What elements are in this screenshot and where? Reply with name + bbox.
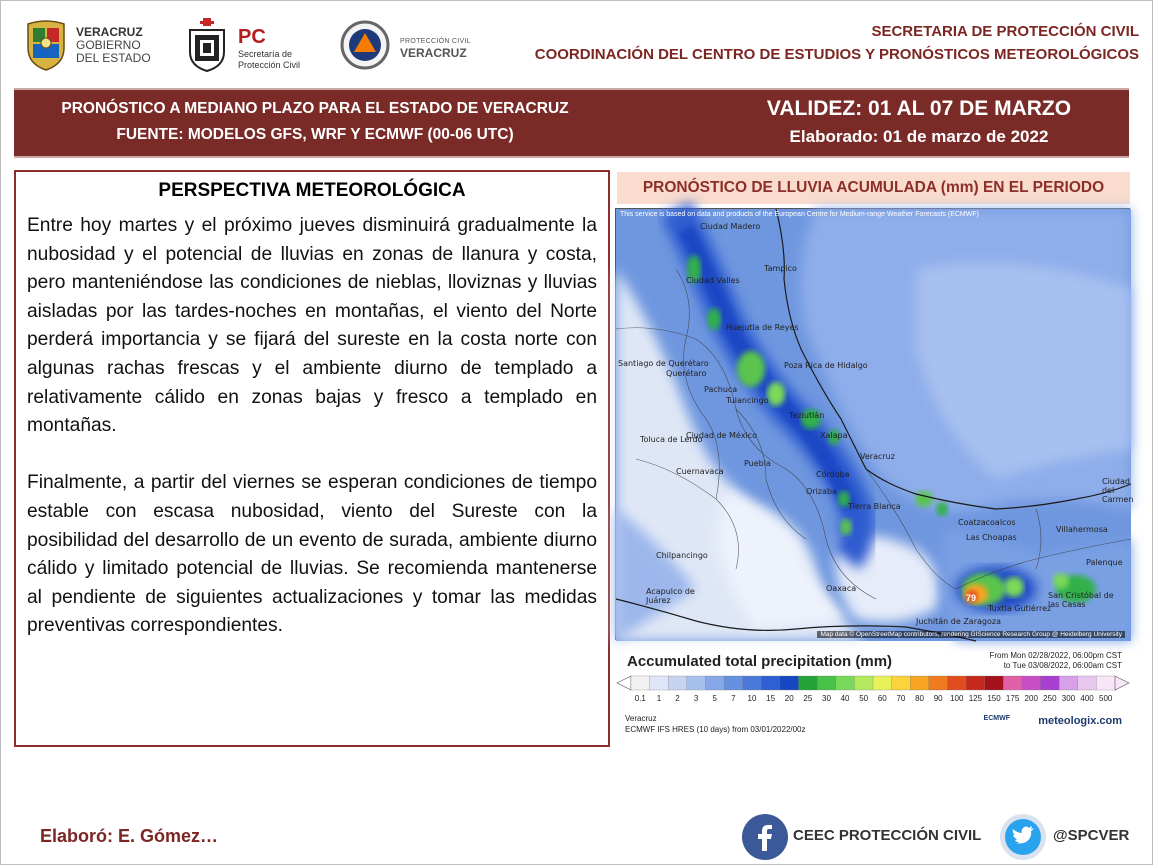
pcv-logo-line2: VERACRUZ — [400, 46, 467, 60]
legend-tick-label: 1 — [656, 694, 662, 703]
legend-tick-label: 2 — [675, 694, 680, 703]
legend-color-swatch — [1022, 676, 1041, 690]
pcv-logo-line1: PROTECCIÓN CIVIL — [400, 38, 471, 45]
legend-tick-label: 300 — [1061, 694, 1076, 703]
legend-color-swatch — [817, 676, 836, 690]
organization-heading — [535, 20, 1139, 66]
title-band — [14, 88, 1129, 158]
proteccion-civil-veracruz-logo — [340, 20, 480, 70]
city-label: Xalapa — [820, 431, 848, 440]
legend-color-swatch — [1078, 676, 1097, 690]
veracruz-government-logo — [24, 16, 164, 74]
city-label: Villahermosa — [1056, 525, 1108, 534]
meteologix-brand: meteologix.com — [1038, 715, 1122, 727]
precipitation-legend — [615, 645, 1130, 745]
validity-period: VALIDEZ: 01 AL 07 DE MARZO — [766, 97, 1072, 120]
legend-color-swatch — [892, 676, 911, 690]
legend-color-swatch — [929, 676, 948, 690]
city-label: Las Choapas — [966, 533, 1017, 542]
city-label: Ciudad Madero — [700, 222, 761, 231]
city-label: Chilpancingo — [656, 551, 708, 560]
legend-tick-label: 175 — [1005, 694, 1020, 703]
facebook-f-glyph — [742, 814, 788, 860]
proteccion-civil-logo — [184, 16, 314, 74]
city-label: Acapulco de Juárez — [646, 587, 695, 605]
legend-tick-label: 400 — [1080, 694, 1094, 703]
legend-color-swatch — [799, 676, 818, 690]
twitter-bird-glyph — [1000, 814, 1046, 860]
max-precipitation-marker: 79 — [966, 593, 977, 603]
forecast-title: PRONÓSTICO A MEDIANO PLAZO PARA EL ESTADO DE VERACRUZ — [61, 100, 569, 117]
city-label: Juchitán de Zaragoza — [916, 617, 1001, 626]
legend-tick-label: 150 — [987, 694, 1001, 703]
pc-emblem-icon — [184, 18, 230, 72]
city-label: Tierra Blanca — [848, 502, 901, 511]
legend-tick-label: 20 — [784, 694, 794, 703]
city-label: Orizaba — [806, 487, 837, 496]
legend-tick-label: 50 — [859, 694, 869, 703]
legend-period — [989, 651, 1122, 671]
organization-line2: COORDINACIÓN DEL CENTRO DE ESTUDIOS Y PRONÓSTICOS METEOROLÓGICOS — [534, 46, 1139, 63]
city-label: San Cristóbal de las Casas — [1048, 591, 1114, 609]
validity-block — [719, 94, 1119, 150]
legend-tick-label: 200 — [1024, 694, 1038, 703]
city-label: Pachuca — [704, 385, 738, 394]
legend-tick-label: 5 — [712, 694, 717, 703]
legend-tick-label: 100 — [950, 694, 964, 703]
legend-color-swatch — [966, 676, 985, 690]
perspective-body — [16, 212, 608, 641]
legend-color-swatch — [743, 676, 762, 690]
city-label: Ciudad de México — [686, 431, 757, 440]
twitter-handle[interactable]: @SPCVER — [1053, 827, 1130, 844]
city-label: Querétaro — [666, 369, 707, 378]
city-label: Ciudad Valles — [686, 276, 740, 285]
legend-color-swatch — [1003, 676, 1022, 690]
legend-color-swatch — [947, 676, 966, 690]
city-label: Tuxtla Gutiérrez — [988, 604, 1052, 613]
city-label: Poza Rica de Hidalgo — [784, 361, 868, 370]
perspective-paragraph-1: Entre hoy martes y el próximo jueves disminuirá gradualmente la nubosidad y el potencial de lluvias en zonas de llanura y costa, pero manteniéndose las condiciones de nieblas, lloviznas y lluvias aisladas por las tardes-noches en montañas, el viento del Norte perderá importancia y se fijará del sureste en la costa norte con algunas rachas frescas y el ambiente diurno de templado a relativamente cálido en zonas bajas y fresco a templado en montañas. — [27, 215, 597, 437]
legend-color-bar — [617, 675, 1129, 691]
legend-color-swatch — [985, 676, 1004, 690]
legend-color-swatch — [687, 676, 706, 690]
facebook-icon[interactable] — [742, 814, 788, 860]
city-label: Tampico — [764, 264, 797, 273]
city-label: Tulancingo — [726, 396, 769, 405]
legend-color-swatch — [761, 676, 780, 690]
legend-period-to: to Tue 03/08/2022, 06:00am CST — [1003, 661, 1122, 670]
perspective-panel — [14, 170, 610, 747]
forecast-source: FUENTE: MODELOS GFS, WRF Y ECMWF (00-06 UTC) — [116, 126, 514, 143]
elaboration-date: Elaborado: 01 de marzo de 2022 — [789, 127, 1049, 146]
map-credit-top: This service is based on data and products of the European Centre for Medium-range Weather Forecasts (ECMWF) — [620, 211, 979, 218]
legend-arrow-low — [617, 676, 631, 690]
legend-color-swatch — [650, 676, 669, 690]
legend-arrow-high — [1115, 676, 1129, 690]
city-label: Cuernavaca — [676, 467, 724, 476]
legend-color-swatch — [836, 676, 855, 690]
legend-tick-label: 25 — [803, 694, 813, 703]
legend-title: Accumulated total precipitation (mm) — [627, 653, 893, 670]
legend-tick-label: 10 — [747, 694, 757, 703]
legend-color-swatch — [668, 676, 687, 690]
perspective-heading: PERSPECTIVA METEOROLÓGICA — [158, 180, 466, 201]
legend-color-swatch — [854, 676, 873, 690]
city-label: Puebla — [744, 459, 771, 468]
forecast-title-block — [30, 96, 600, 148]
pc-logo-line2: Protección Civil — [238, 60, 301, 70]
pc-logo-subtitle — [238, 49, 300, 71]
perspective-paragraph-2: Finalmente, a partir del viernes se esperan condiciones de tiempo estable con escasa nubosidad, viento del Sureste con la posibilidad del desarrollo de un evento de surada, ambiente diurno cálido y limitado potencial de lluvias. Se recomienda mantenerse al pendiente de siguientes actualizaciones y tomar las medidas preventivas correspondientes. — [27, 472, 597, 637]
legend-tick-label: 3 — [693, 694, 699, 703]
city-label: Toluca de Lerdo — [640, 435, 703, 444]
legend-color-swatch — [1059, 676, 1078, 690]
legend-ticks — [631, 694, 1115, 706]
legend-color-swatch — [873, 676, 892, 690]
veracruz-logo-line2: GOBIERNO — [76, 38, 141, 52]
veracruz-shield-icon — [24, 18, 68, 72]
author-credit: Elaboró: E. Gómez… — [40, 826, 219, 846]
legend-color-swatch — [705, 676, 724, 690]
legend-color-swatch — [631, 676, 650, 690]
veracruz-logo-text — [76, 26, 151, 65]
city-label: Huejutla de Reyes — [726, 323, 799, 332]
legend-tick-label: 500 — [1099, 694, 1113, 703]
civil-protection-triangle-icon — [340, 20, 390, 70]
rainfall-map-graphic — [616, 209, 1134, 641]
legend-model: ECMWF IFS HRES (10 days) from 03/01/2022/00z — [625, 725, 806, 734]
pc-logo-abbr: PC — [238, 26, 266, 48]
city-label: Córdoba — [816, 470, 850, 479]
city-label: Palenque — [1086, 558, 1123, 567]
city-label: Oaxaca — [826, 584, 857, 593]
legend-tick-label: 70 — [896, 694, 906, 703]
legend-tick-label: 0.1 — [634, 694, 646, 703]
legend-color-swatch — [780, 676, 799, 690]
rainfall-map — [615, 208, 1134, 640]
twitter-icon[interactable] — [1000, 814, 1046, 860]
organization-line1: SECRETARIA DE PROTECCIÓN CIVIL — [871, 23, 1139, 40]
city-label: Santiago de Querétaro — [618, 359, 709, 368]
city-label: Veracruz — [860, 452, 895, 461]
legend-tick-label: 30 — [822, 694, 831, 703]
city-label: Coatzacoalcos — [958, 518, 1016, 527]
legend-color-swatch — [724, 676, 743, 690]
legend-tick-label: 250 — [1043, 694, 1057, 703]
city-label: Ciudad del Carmen — [1102, 477, 1134, 504]
legend-model-info — [625, 713, 806, 735]
legend-color-swatch — [1096, 676, 1115, 690]
facebook-handle[interactable]: CEEC PROTECCIÓN CIVIL — [793, 827, 982, 844]
legend-period-from: From Mon 02/28/2022, 06:00pm CST — [989, 651, 1122, 660]
map-credit-bottom: Map data © OpenStreetMap contributors, rendering GIScience Research Group @ Heidelberg University — [817, 631, 1125, 638]
legend-tick-label: 80 — [915, 694, 924, 703]
legend-tick-label: 7 — [731, 694, 736, 703]
legend-tick-label: 90 — [933, 694, 943, 703]
ecmwf-logo: ECMWF — [983, 715, 1010, 722]
veracruz-logo-line3: DEL ESTADO — [76, 51, 151, 65]
legend-tick-label: 40 — [840, 694, 850, 703]
veracruz-logo-line1: VERACRUZ — [76, 25, 143, 39]
rainfall-map-title: PRONÓSTICO DE LLUVIA ACUMULADA (mm) EN EL PERIODO — [617, 172, 1130, 204]
legend-color-swatch — [910, 676, 929, 690]
legend-tick-label: 60 — [877, 694, 887, 703]
legend-tick-label: 125 — [968, 694, 983, 703]
legend-color-swatch — [1041, 676, 1060, 690]
city-label: Teziutlán — [789, 411, 825, 420]
legend-region: Veracruz — [625, 714, 657, 723]
legend-tick-label: 15 — [766, 694, 776, 703]
pc-logo-line1: Secretaría de — [238, 49, 293, 59]
